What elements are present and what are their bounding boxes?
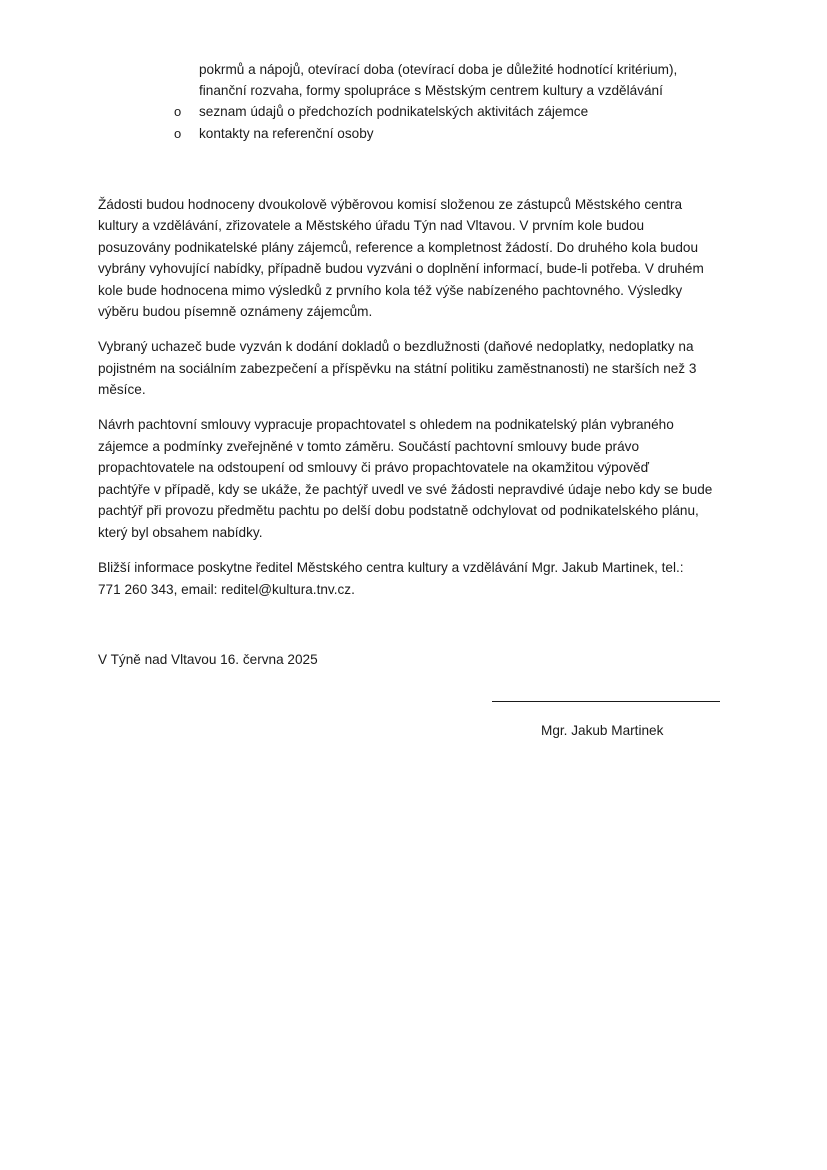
paragraph-line: kole bude hodnocena mimo výsledků z prvního kola též výše nabízeného pachtovného. Výsledky: [98, 283, 683, 298]
paragraph-line: pachtýře v případě, kdy se ukáže, že pachtýř uvedl ve své žádosti nepravdivé údaje nebo kdy se bude: [98, 482, 713, 497]
list-continued-line-1: pokrmů a nápojů, otevírací doba (otevírací doba je důležité hodnotící kritérium),: [199, 62, 678, 77]
paragraph-line: pojistném na sociálním zabezpečení a příspěvku na státní politiku zaměstnanosti) ne starších než 3: [98, 361, 697, 376]
list-item-reference-contacts: kontakty na referenční osoby: [199, 126, 374, 141]
list-continued-line-2: finanční rozvaha, formy spolupráce s Městským centrem kultury a vzdělávání: [199, 83, 663, 98]
paragraph-line: Žádosti budou hodnoceny dvoukolově výběrovou komisí složenou ze zástupců Městského centra: [98, 197, 683, 212]
paragraph-line: který byl obsahem nabídky.: [98, 525, 263, 540]
signature-name: Mgr. Jakub Martinek: [541, 723, 664, 738]
paragraph-line: 771 260 343, email: reditel@kultura.tnv.cz.: [98, 582, 355, 597]
paragraph-line: kultury a vzdělávání, zřizovatele a Městského úřadu Týn nad Vltavou. V prvním kole budou: [98, 218, 645, 233]
paragraph-line: pachtýř při provozu předmětu pachtu po delší dobu podstatně odchylovat od podnikatelského plánu,: [98, 503, 699, 518]
paragraph-line: propachtovatele na odstoupení od smlouvy či právo propachtovatele na okamžitou výpověď: [98, 460, 649, 475]
list-bullet: o: [174, 104, 182, 119]
paragraph-line: posuzovány podnikatelské plány zájemců, reference a kompletnost žádostí. Do druhého kola budou: [98, 240, 699, 255]
place-date: V Týně nad Vltavou 16. června 2025: [98, 652, 318, 667]
signature-line: [492, 701, 720, 702]
paragraph-line: měsíce.: [98, 382, 146, 397]
paragraph-line: Návrh pachtovní smlouvy vypracuje propachtovatel s ohledem na podnikatelský plán vybraného: [98, 417, 674, 432]
paragraph-line: Vybraný uchazeč bude vyzván k dodání dokladů o bezdlužnosti (daňové nedoplatky, nedoplatky na: [98, 339, 694, 354]
list-bullet: o: [174, 126, 182, 141]
paragraph-line: výběru budou písemně oznámeny zájemcům.: [98, 304, 373, 319]
paragraph-line: vybrány vyhovující nabídky, případně budou vyzváni o doplnění informací, bude-li potřeba. V druhém: [98, 261, 704, 276]
paragraph-line: zájemce a podmínky zveřejněné v tomto záměru. Součástí pachtovní smlouvy bude právo: [98, 439, 640, 454]
paragraph-line: Bližší informace poskytne ředitel Městského centra kultury a vzdělávání Mgr. Jakub Martinek, tel.:: [98, 560, 684, 575]
list-item-previous-activities: seznam údajů o předchozích podnikatelských aktivitách zájemce: [199, 104, 589, 119]
